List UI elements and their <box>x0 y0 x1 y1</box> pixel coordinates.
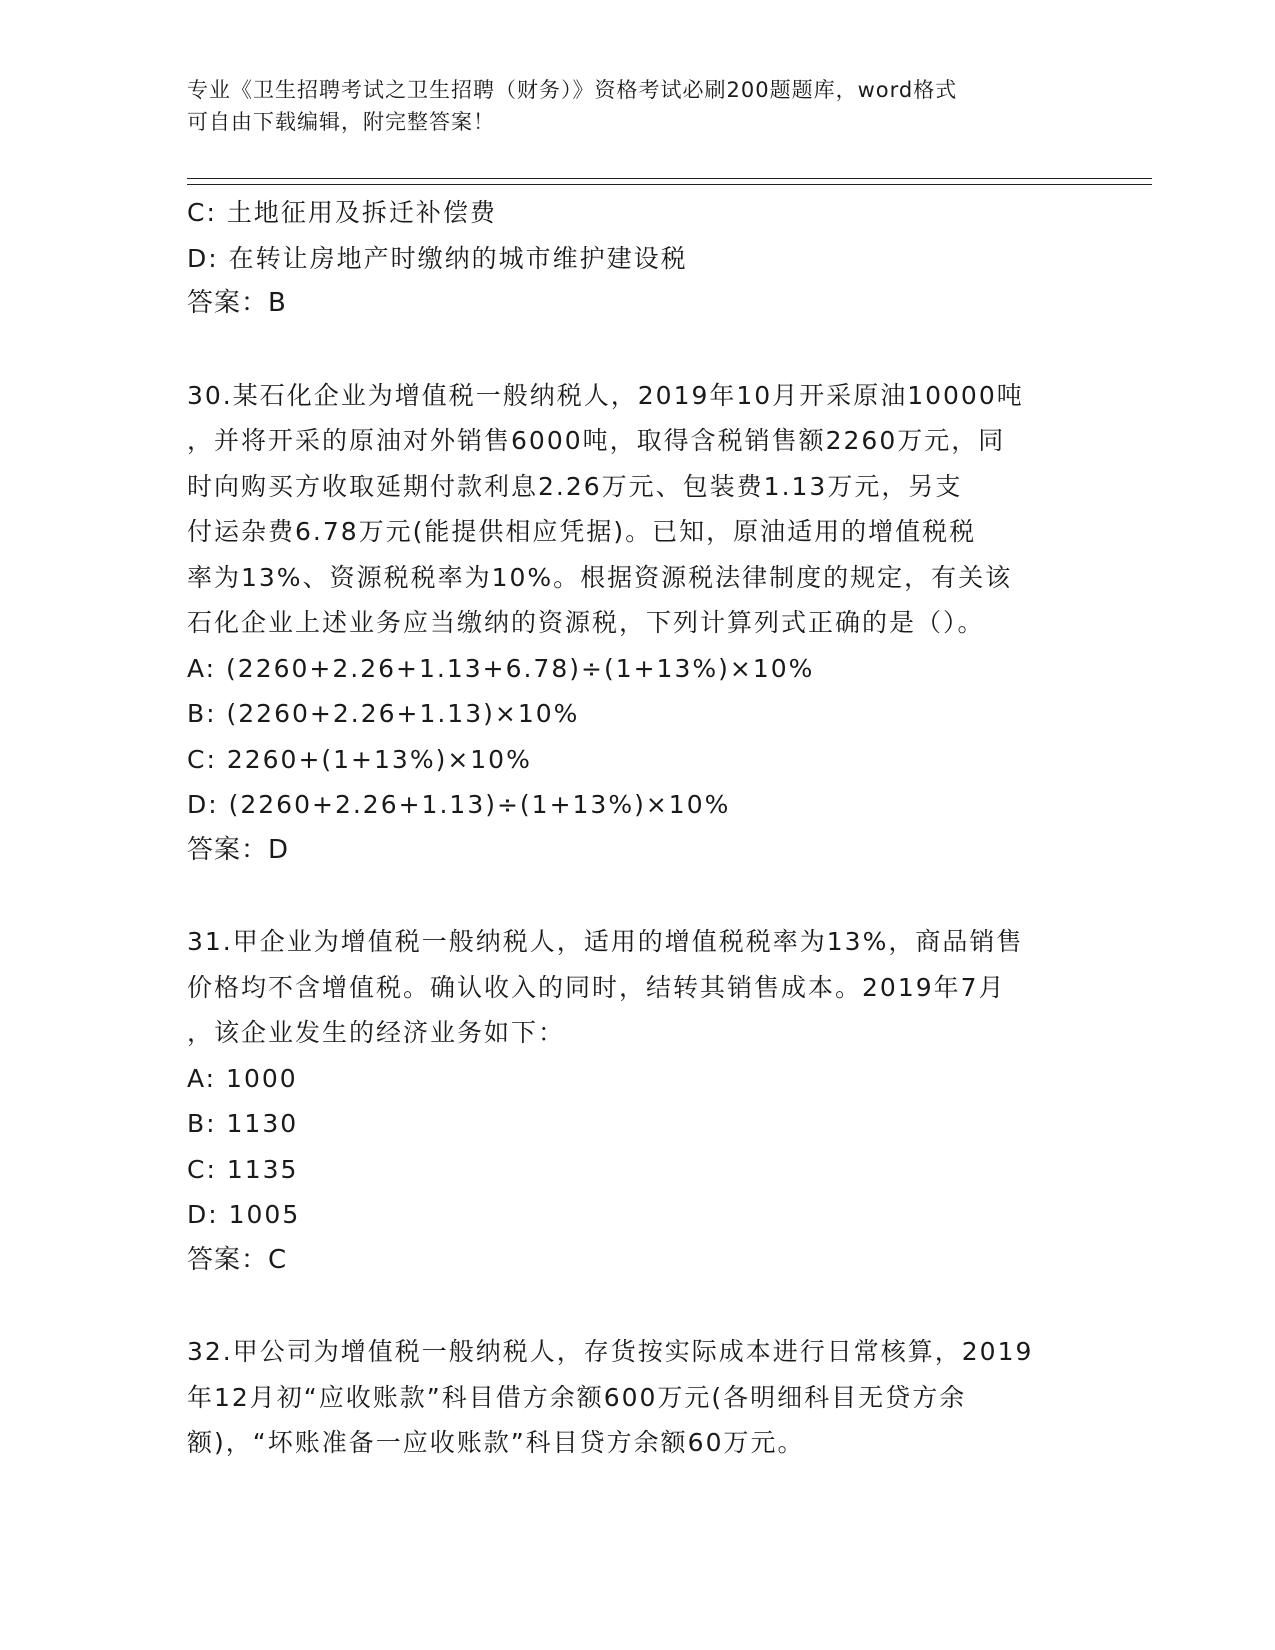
question-stem <box>187 1329 1077 1466</box>
option-d: D: 1005 <box>187 1200 301 1229</box>
stem-line: 率为13%、资源税税率为10%。根据资源税法律制度的规定，有关该 <box>187 562 1013 592</box>
option-d: D: 在转让房地产时缴纳的城市维护建设税 <box>187 243 688 273</box>
stem-line: 石化企业上述业务应当缴纳的资源税，下列计算列式正确的是（）。 <box>187 608 985 637</box>
question-stem <box>187 919 1077 1056</box>
stem-line: 时向购买方收取延期付款利息2.26万元、包装费1.13万元，另支 <box>187 471 963 501</box>
question-32 <box>187 1329 1077 1466</box>
option-b: B: 1130 <box>187 1109 299 1138</box>
spacer <box>187 1283 1077 1329</box>
stem-line: 价格均不含增值税。确认收入的同时，结转其销售成本。2019年7月 <box>187 972 1006 1002</box>
document-header <box>187 74 1087 138</box>
option-b: B: (2260+2.26+1.13)×10% <box>187 699 580 728</box>
option-a: A: 1000 <box>187 1063 298 1093</box>
question-30 <box>187 373 1077 874</box>
question-31 <box>187 919 1077 1283</box>
answer-label: 答案：D <box>187 834 290 865</box>
stem-line: ，并将开采的原油对外销售6000吨，取得含税销售额2260万元，同 <box>187 426 1006 455</box>
prev-question-block <box>187 190 1077 327</box>
stem-line: 年12月初“应收账款”科目借方余额600万元(各明细科目无贷方余 <box>187 1382 967 1412</box>
stem-line: 付运杂费6.78万元(能提供相应凭据)。已知，原油适用的增值税税 <box>187 517 977 546</box>
answer-label: 答案：C <box>187 1244 288 1275</box>
stem-line: 31.甲企业为增值税一般纳税人，适用的增值税税率为13%，商品销售 <box>187 927 1024 956</box>
header-line-1: 专业《卫生招聘考试之卫生招聘（财务）》资格考试必刷200题题库，word格式 <box>187 78 958 102</box>
spacer <box>187 327 1077 373</box>
stem-line: 30.某石化企业为增值税一般纳税人，2019年10月开采原油10000吨 <box>187 380 1024 410</box>
header-divider-top <box>187 178 1152 179</box>
header-divider-bottom <box>187 184 1152 185</box>
option-d: D: (2260+2.26+1.13)÷(1+13%)×10% <box>187 790 731 819</box>
option-c: C: 1135 <box>187 1154 299 1184</box>
stem-line: 32.甲公司为增值税一般纳税人，存货按实际成本进行日常核算，2019 <box>187 1337 1034 1366</box>
spacer <box>187 873 1077 919</box>
header-line-2: 可自由下载编辑，附完整答案！ <box>187 110 495 134</box>
option-c: C: 土地征用及拆迁补偿费 <box>187 198 497 227</box>
answer-label: 答案：B <box>187 288 287 318</box>
option-c: C: 2260+(1+13%)×10% <box>187 744 532 774</box>
document-body <box>187 190 1077 1466</box>
option-a: A: (2260+2.26+1.13+6.78)÷(1+13%)×10% <box>187 653 815 683</box>
stem-line: 额)，“坏账准备一应收账款”科目贷方余额60万元。 <box>187 1428 805 1457</box>
question-stem <box>187 373 1077 646</box>
stem-line: ，该企业发生的经济业务如下： <box>187 1018 566 1047</box>
